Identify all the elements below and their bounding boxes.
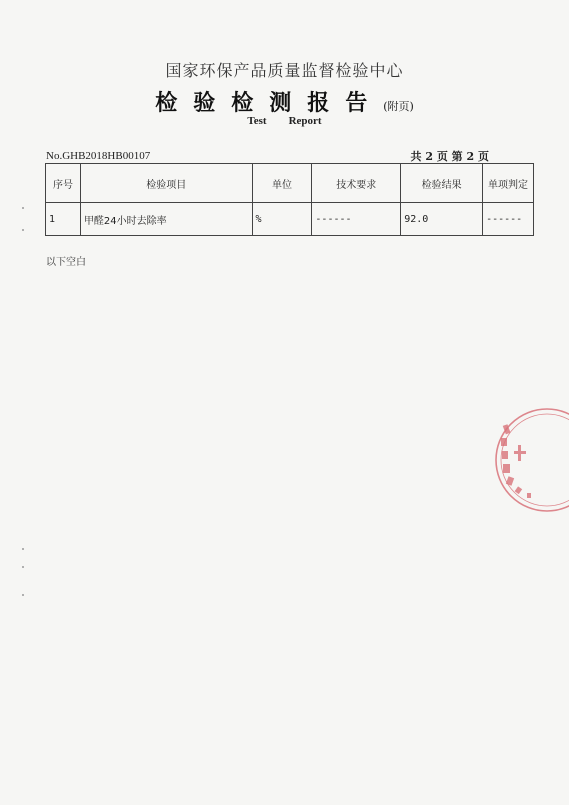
organization-title: 国家环保产品质量监督检验中心 [165,61,404,80]
cell-unit: % [252,203,312,236]
report-title-text: 检验检测报告 [155,90,384,116]
header-judgement: 单项判定 [483,164,534,203]
header-serial: 序号 [46,164,81,203]
header-result: 检验结果 [401,164,483,203]
table-row [46,203,534,236]
english-title-word-2: Report [288,115,322,127]
scan-speck [22,229,24,231]
report-subtitle: (附页) [383,100,414,113]
header-requirement: 技术要求 [312,164,401,203]
scan-speck [22,548,24,550]
inspection-seal-icon [492,405,569,515]
cell-test-item: 甲醛24小时去除率 [80,203,252,236]
blank-below-note: 以下空白 [46,257,86,268]
report-number: No.GHB2018HB00107 [46,150,151,162]
header-test-item: 检验项目 [80,164,252,203]
results-table [45,163,534,236]
scan-speck [22,207,24,209]
cell-serial: 1 [46,203,81,236]
report-title [0,86,569,117]
scan-speck [22,594,24,596]
table-header-row [46,164,534,203]
cell-requirement: ------ [312,203,401,236]
scan-speck [22,566,24,568]
cell-result: 92.0 [401,203,483,236]
english-title-word-1: Test [247,115,267,127]
page-count: 共 2 页 第 2 页 [410,150,489,163]
report-english-title [0,115,569,127]
header-unit: 单位 [252,164,312,203]
cell-judgement: ------ [483,203,534,236]
